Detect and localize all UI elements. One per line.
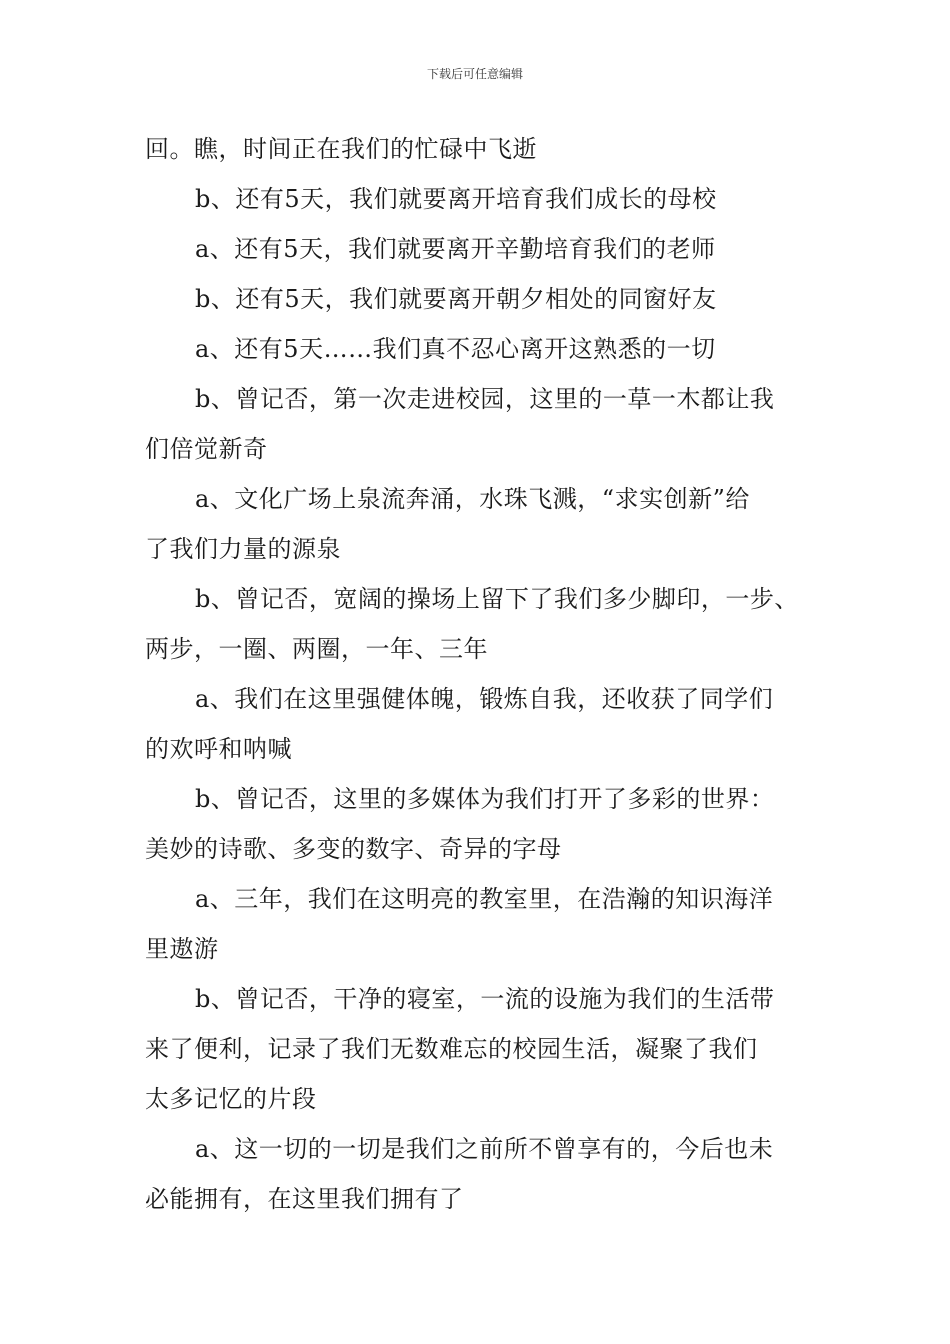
text-line: a、文化广场上泉流奔涌，水珠飞溅，“求实创新”给 (195, 485, 750, 513)
text-line: 来了便利，记录了我们无数难忘的校园生活，凝聚了我们 (145, 1035, 758, 1063)
text-line: 必能拥有，在这里我们拥有了 (145, 1185, 464, 1213)
text-line: b、还有5天，我们就要离开朝夕相处的同窗好友 (195, 285, 717, 313)
text-line: a、三年，我们在这明亮的教室里，在浩瀚的知识海洋 (195, 885, 774, 913)
text-line: 美妙的诗歌、多变的数字、奇异的字母 (145, 835, 562, 863)
page-header-note: 下载后可任意编辑 (426, 67, 523, 81)
text-line: 回。瞧，时间正在我们的忙碌中飞逝 (145, 135, 537, 163)
text-line: b、曾记否，干净的寝室，一流的设施为我们的生活带 (195, 985, 775, 1013)
text-line: 太多记忆的片段 (145, 1085, 317, 1113)
text-line: 里遨游 (145, 935, 219, 963)
text-line: 两步，一圈、两圈，一年、三年 (145, 635, 488, 663)
text-line: a、这一切的一切是我们之前所不曾享有的，今后也未 (195, 1135, 774, 1163)
text-line: a、还有5天……我们真不忍心离开这熟悉的一切 (195, 335, 716, 363)
text-line: 了我们力量的源泉 (145, 535, 341, 563)
text-line: a、我们在这里强健体魄，锻炼自我，还收获了同学们 (195, 685, 774, 713)
text-line: b、曾记否，这里的多媒体为我们打开了多彩的世界： (195, 785, 775, 813)
text-line: 们倍觉新奇 (145, 435, 268, 463)
text-line: b、还有5天，我们就要离开培育我们成长的母校 (195, 185, 717, 213)
text-line: 的欢呼和呐喊 (145, 735, 292, 763)
text-line: a、还有5天，我们就要离开辛勤培育我们的老师 (195, 235, 716, 263)
text-line: b、曾记否，第一次走进校园，这里的一草一木都让我 (195, 385, 775, 413)
text-line: b、曾记否，宽阔的操场上留下了我们多少脚印，一步、 (195, 585, 799, 613)
document-body (145, 124, 815, 1224)
